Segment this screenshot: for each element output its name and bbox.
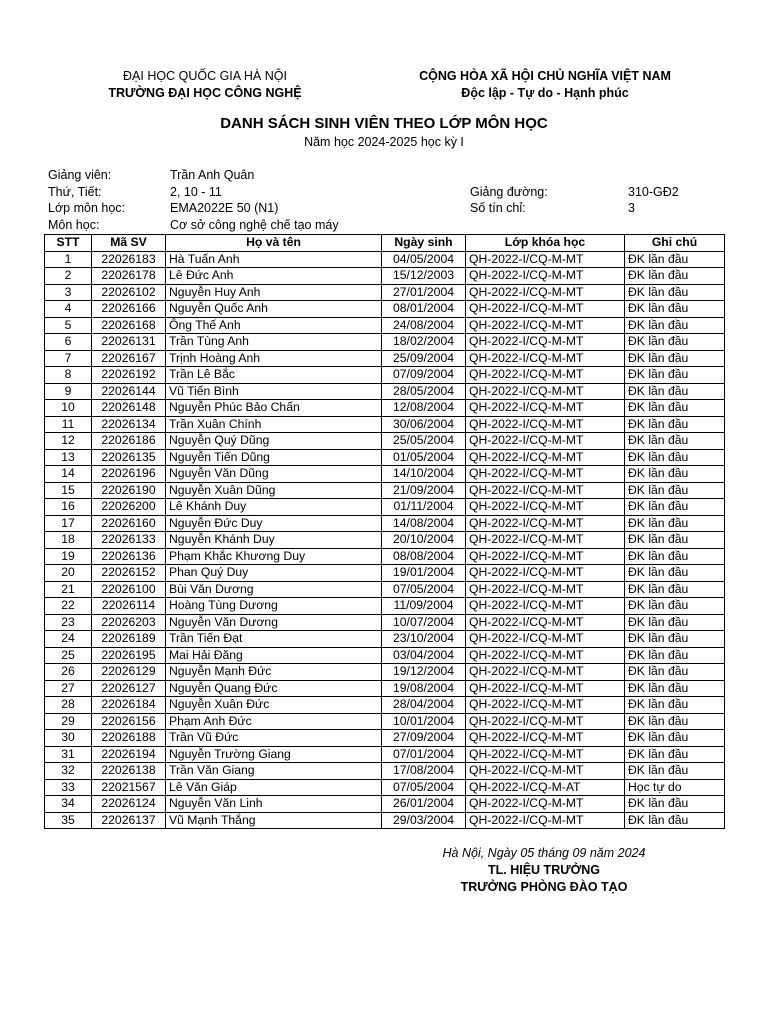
cell-student-id: 22026152 [92, 565, 166, 582]
cell-note: ĐK lần đầu [625, 400, 725, 417]
cell-birth-date: 19/12/2004 [382, 664, 466, 681]
table-row [45, 301, 725, 318]
table-row [45, 631, 725, 648]
cell-student-id: 22026114 [92, 598, 166, 615]
cell-full-name: Lê Đức Anh [166, 268, 382, 285]
cell-student-id: 22026156 [92, 713, 166, 730]
cell-birth-date: 10/01/2004 [382, 713, 466, 730]
cell-course-class: QH-2022-I/CQ-M-MT [466, 301, 625, 318]
cell-course-class: QH-2022-I/CQ-M-MT [466, 680, 625, 697]
cell-birth-date: 19/08/2004 [382, 680, 466, 697]
cell-student-id: 22026166 [92, 301, 166, 318]
cell-full-name: Nguyễn Quý Dũng [166, 433, 382, 450]
table-row [45, 697, 725, 714]
cell-full-name: Nguyễn Khánh Duy [166, 532, 382, 549]
cell-student-id: 22026134 [92, 416, 166, 433]
cell-birth-date: 08/01/2004 [382, 301, 466, 318]
column-header: Họ và tên [166, 235, 382, 252]
column-header: STT [45, 235, 92, 252]
cell-course-class: QH-2022-I/CQ-M-MT [466, 631, 625, 648]
cell-note: ĐK lần đầu [625, 581, 725, 598]
cell-stt: 31 [45, 746, 92, 763]
cell-course-class: QH-2022-I/CQ-M-MT [466, 598, 625, 615]
cell-stt: 4 [45, 301, 92, 318]
cell-stt: 10 [45, 400, 92, 417]
column-header: Mã SV [92, 235, 166, 252]
cell-stt: 21 [45, 581, 92, 598]
cell-stt: 18 [45, 532, 92, 549]
header-university [80, 68, 330, 102]
cell-course-class: QH-2022-I/CQ-M-MT [466, 713, 625, 730]
table-row [45, 598, 725, 615]
signer-office: TRƯỞNG PHÒNG ĐÀO TẠO [460, 880, 628, 894]
cell-course-class: QH-2022-I/CQ-M-MT [466, 251, 625, 268]
cell-course-class: QH-2022-I/CQ-M-MT [466, 268, 625, 285]
table-row [45, 746, 725, 763]
cell-student-id: 22026160 [92, 515, 166, 532]
class-value: EMA2022E 50 (N1) [170, 201, 279, 215]
signer-title: TL. HIỆU TRƯỞNG [488, 863, 600, 877]
cell-full-name: Vũ Mạnh Thắng [166, 812, 382, 829]
table-row [45, 466, 725, 483]
cell-course-class: QH-2022-I/CQ-M-MT [466, 532, 625, 549]
cell-birth-date: 17/08/2004 [382, 763, 466, 780]
cell-note: ĐK lần đầu [625, 697, 725, 714]
cell-student-id: 22026200 [92, 499, 166, 516]
cell-stt: 15 [45, 482, 92, 499]
credits-value: 3 [628, 201, 635, 215]
table-row [45, 515, 725, 532]
cell-course-class: QH-2022-I/CQ-M-MT [466, 400, 625, 417]
column-header: Lớp khóa học [466, 235, 625, 252]
cell-stt: 30 [45, 730, 92, 747]
place-date: Hà Nội, Ngày 05 tháng 09 năm 2024 [442, 846, 646, 860]
cell-note: ĐK lần đầu [625, 449, 725, 466]
cell-note: ĐK lần đầu [625, 680, 725, 697]
cell-note: Học tự do [625, 779, 725, 796]
cell-student-id: 22026186 [92, 433, 166, 450]
cell-note: ĐK lần đầu [625, 548, 725, 565]
cell-stt: 20 [45, 565, 92, 582]
cell-full-name: Nguyễn Trường Giang [166, 746, 382, 763]
cell-stt: 28 [45, 697, 92, 714]
cell-full-name: Nguyễn Mạnh Đức [166, 664, 382, 681]
cell-full-name: Nguyễn Văn Linh [166, 796, 382, 813]
cell-student-id: 22026129 [92, 664, 166, 681]
cell-stt: 3 [45, 284, 92, 301]
cell-stt: 2 [45, 268, 92, 285]
cell-stt: 8 [45, 367, 92, 384]
cell-full-name: Nguyễn Xuân Đức [166, 697, 382, 714]
cell-full-name: Phan Quý Duy [166, 565, 382, 582]
cell-note: ĐK lần đầu [625, 713, 725, 730]
cell-full-name: Nguyễn Xuân Dũng [166, 482, 382, 499]
cell-student-id: 22021567 [92, 779, 166, 796]
cell-course-class: QH-2022-I/CQ-M-MT [466, 317, 625, 334]
cell-course-class: QH-2022-I/CQ-M-MT [466, 697, 625, 714]
cell-student-id: 22026188 [92, 730, 166, 747]
table-row [45, 647, 725, 664]
cell-student-id: 22026203 [92, 614, 166, 631]
student-table [44, 234, 725, 829]
cell-stt: 14 [45, 466, 92, 483]
table-row [45, 565, 725, 582]
lecturer-label: Giảng viên: [48, 168, 112, 182]
cell-student-id: 22026127 [92, 680, 166, 697]
subject-label: Môn học: [48, 217, 100, 232]
cell-stt: 11 [45, 416, 92, 433]
cell-birth-date: 25/05/2004 [382, 433, 466, 450]
cell-note: ĐK lần đầu [625, 664, 725, 681]
cell-note: ĐK lần đầu [625, 367, 725, 384]
cell-note: ĐK lần đầu [625, 812, 725, 829]
document-title: DANH SÁCH SINH VIÊN THEO LỚP MÔN HỌC [220, 115, 548, 132]
cell-student-id: 22026137 [92, 812, 166, 829]
table-header-row [45, 235, 725, 252]
cell-student-id: 22026195 [92, 647, 166, 664]
table-row [45, 779, 725, 796]
cell-note: ĐK lần đầu [625, 284, 725, 301]
cell-full-name: Nguyễn Văn Dũng [166, 466, 382, 483]
cell-course-class: QH-2022-I/CQ-M-MT [466, 482, 625, 499]
table-row [45, 730, 725, 747]
cell-student-id: 22026102 [92, 284, 166, 301]
cell-course-class: QH-2022-I/CQ-M-MT [466, 515, 625, 532]
header-university-name: ĐẠI HỌC QUỐC GIA HÀ NỘI [123, 69, 287, 83]
cell-course-class: QH-2022-I/CQ-M-MT [466, 499, 625, 516]
cell-course-class: QH-2022-I/CQ-M-MT [466, 466, 625, 483]
table-row [45, 482, 725, 499]
cell-course-class: QH-2022-I/CQ-M-MT [466, 581, 625, 598]
cell-full-name: Trần Vũ Đức [166, 730, 382, 747]
lecturer-value: Trần Anh Quân [170, 168, 255, 182]
cell-full-name: Trần Tùng Anh [166, 334, 382, 351]
table-row [45, 284, 725, 301]
room-label: Giảng đường: [470, 184, 548, 199]
cell-birth-date: 14/10/2004 [382, 466, 466, 483]
cell-student-id: 22026178 [92, 268, 166, 285]
cell-birth-date: 07/05/2004 [382, 581, 466, 598]
header-motto: Độc lập - Tự do - Hạnh phúc [461, 86, 629, 100]
cell-note: ĐK lần đầu [625, 317, 725, 334]
cell-student-id: 22026190 [92, 482, 166, 499]
cell-student-id: 22026133 [92, 532, 166, 549]
cell-stt: 24 [45, 631, 92, 648]
cell-birth-date: 15/12/2003 [382, 268, 466, 285]
cell-note: ĐK lần đầu [625, 433, 725, 450]
cell-student-id: 22026189 [92, 631, 166, 648]
cell-full-name: Lê Khánh Duy [166, 499, 382, 516]
table-row [45, 713, 725, 730]
cell-birth-date: 28/05/2004 [382, 383, 466, 400]
cell-course-class: QH-2022-I/CQ-M-MT [466, 449, 625, 466]
cell-stt: 35 [45, 812, 92, 829]
cell-note: ĐK lần đầu [625, 334, 725, 351]
cell-birth-date: 01/11/2004 [382, 499, 466, 516]
table-row [45, 680, 725, 697]
column-header: Ngày sinh [382, 235, 466, 252]
table-row [45, 251, 725, 268]
cell-stt: 1 [45, 251, 92, 268]
cell-note: ĐK lần đầu [625, 301, 725, 318]
room-value: 310-GĐ2 [628, 184, 679, 199]
cell-birth-date: 01/05/2004 [382, 449, 466, 466]
info-labels-right [470, 184, 548, 217]
cell-student-id: 22026138 [92, 763, 166, 780]
cell-full-name: Trần Tiến Đạt [166, 631, 382, 648]
cell-course-class: QH-2022-I/CQ-M-MT [466, 730, 625, 747]
cell-student-id: 22026144 [92, 383, 166, 400]
table-row [45, 548, 725, 565]
cell-full-name: Nguyễn Văn Dương [166, 614, 382, 631]
cell-note: ĐK lần đầu [625, 796, 725, 813]
cell-full-name: Phạm Khắc Khương Duy [166, 548, 382, 565]
cell-course-class: QH-2022-I/CQ-M-MT [466, 284, 625, 301]
cell-note: ĐK lần đầu [625, 631, 725, 648]
header-national [395, 68, 695, 102]
cell-full-name: Lê Văn Giáp [166, 779, 382, 796]
table-row [45, 383, 725, 400]
table-row [45, 416, 725, 433]
cell-course-class: QH-2022-I/CQ-M-MT [466, 746, 625, 763]
cell-birth-date: 18/02/2004 [382, 334, 466, 351]
cell-course-class: QH-2022-I/CQ-M-MT [466, 812, 625, 829]
cell-course-class: QH-2022-I/CQ-M-MT [466, 383, 625, 400]
cell-course-class: QH-2022-I/CQ-M-MT [466, 763, 625, 780]
cell-full-name: Phạm Anh Đức [166, 713, 382, 730]
cell-student-id: 22026184 [92, 697, 166, 714]
cell-full-name: Trịnh Hoàng Anh [166, 350, 382, 367]
cell-note: ĐK lần đầu [625, 268, 725, 285]
info-values-left [170, 167, 339, 233]
cell-stt: 6 [45, 334, 92, 351]
cell-birth-date: 29/03/2004 [382, 812, 466, 829]
cell-student-id: 22026196 [92, 466, 166, 483]
cell-birth-date: 14/08/2004 [382, 515, 466, 532]
cell-note: ĐK lần đầu [625, 746, 725, 763]
cell-note: ĐK lần đầu [625, 482, 725, 499]
table-row [45, 796, 725, 813]
cell-stt: 16 [45, 499, 92, 516]
cell-birth-date: 03/04/2004 [382, 647, 466, 664]
table-row [45, 614, 725, 631]
cell-note: ĐK lần đầu [625, 532, 725, 549]
cell-stt: 7 [45, 350, 92, 367]
cell-student-id: 22026100 [92, 581, 166, 598]
cell-full-name: Vũ Tiến Bình [166, 383, 382, 400]
table-row [45, 664, 725, 681]
table-row [45, 334, 725, 351]
cell-course-class: QH-2022-I/CQ-M-MT [466, 796, 625, 813]
cell-note: ĐK lần đầu [625, 383, 725, 400]
cell-note: ĐK lần đầu [625, 763, 725, 780]
cell-student-id: 22026192 [92, 367, 166, 384]
cell-note: ĐK lần đầu [625, 598, 725, 615]
cell-birth-date: 25/09/2004 [382, 350, 466, 367]
cell-birth-date: 24/08/2004 [382, 317, 466, 334]
cell-stt: 13 [45, 449, 92, 466]
cell-course-class: QH-2022-I/CQ-M-MT [466, 367, 625, 384]
cell-birth-date: 27/01/2004 [382, 284, 466, 301]
info-labels-left [48, 167, 125, 233]
cell-note: ĐK lần đầu [625, 730, 725, 747]
day-label: Thứ, Tiết: [48, 184, 102, 199]
cell-birth-date: 07/09/2004 [382, 367, 466, 384]
table-row [45, 763, 725, 780]
cell-course-class: QH-2022-I/CQ-M-MT [466, 416, 625, 433]
cell-note: ĐK lần đầu [625, 251, 725, 268]
cell-note: ĐK lần đầu [625, 499, 725, 516]
cell-student-id: 22026168 [92, 317, 166, 334]
info-values-right [628, 184, 679, 217]
cell-stt: 12 [45, 433, 92, 450]
cell-stt: 23 [45, 614, 92, 631]
day-value: 2, 10 - 11 [170, 184, 222, 199]
cell-birth-date: 27/09/2004 [382, 730, 466, 747]
cell-note: ĐK lần đầu [625, 350, 725, 367]
cell-course-class: QH-2022-I/CQ-M-MT [466, 334, 625, 351]
header-school-name: TRƯỜNG ĐẠI HỌC CÔNG NGHỆ [108, 86, 302, 100]
cell-student-id: 22026124 [92, 796, 166, 813]
table-row [45, 350, 725, 367]
cell-note: ĐK lần đầu [625, 515, 725, 532]
cell-full-name: Nguyễn Huy Anh [166, 284, 382, 301]
cell-stt: 26 [45, 664, 92, 681]
cell-stt: 9 [45, 383, 92, 400]
cell-student-id: 22026167 [92, 350, 166, 367]
table-row [45, 499, 725, 516]
cell-note: ĐK lần đầu [625, 647, 725, 664]
cell-full-name: Trần Văn Giang [166, 763, 382, 780]
cell-birth-date: 04/05/2004 [382, 251, 466, 268]
table-row [45, 317, 725, 334]
cell-stt: 29 [45, 713, 92, 730]
cell-course-class: QH-2022-I/CQ-M-MT [466, 548, 625, 565]
table-row [45, 581, 725, 598]
cell-stt: 33 [45, 779, 92, 796]
cell-full-name: Hà Tuấn Anh [166, 251, 382, 268]
cell-student-id: 22026194 [92, 746, 166, 763]
cell-course-class: QH-2022-I/CQ-M-MT [466, 565, 625, 582]
cell-full-name: Mai Hải Đăng [166, 647, 382, 664]
cell-birth-date: 07/01/2004 [382, 746, 466, 763]
credits-label: Số tín chỉ: [470, 201, 526, 215]
cell-full-name: Trần Lê Bắc [166, 367, 382, 384]
cell-stt: 34 [45, 796, 92, 813]
cell-course-class: QH-2022-I/CQ-M-AT [466, 779, 625, 796]
cell-birth-date: 20/10/2004 [382, 532, 466, 549]
cell-full-name: Bùi Văn Dương [166, 581, 382, 598]
cell-birth-date: 23/10/2004 [382, 631, 466, 648]
cell-full-name: Hoàng Tùng Dương [166, 598, 382, 615]
cell-course-class: QH-2022-I/CQ-M-MT [466, 614, 625, 631]
header-country-name: CỘNG HÒA XÃ HỘI CHỦ NGHĨA VIỆT NAM [419, 69, 671, 83]
column-header: Ghi chú [625, 235, 725, 252]
table-row [45, 433, 725, 450]
cell-stt: 22 [45, 598, 92, 615]
cell-birth-date: 30/06/2004 [382, 416, 466, 433]
table-row [45, 400, 725, 417]
cell-birth-date: 28/04/2004 [382, 697, 466, 714]
cell-birth-date: 21/09/2004 [382, 482, 466, 499]
cell-student-id: 22026131 [92, 334, 166, 351]
cell-student-id: 22026136 [92, 548, 166, 565]
cell-note: ĐK lần đầu [625, 466, 725, 483]
cell-full-name: Ông Thế Anh [166, 317, 382, 334]
cell-course-class: QH-2022-I/CQ-M-MT [466, 647, 625, 664]
table-row [45, 812, 725, 829]
cell-note: ĐK lần đầu [625, 614, 725, 631]
cell-student-id: 22026148 [92, 400, 166, 417]
cell-full-name: Nguyễn Quốc Anh [166, 301, 382, 318]
cell-note: ĐK lần đầu [625, 416, 725, 433]
cell-full-name: Nguyễn Phúc Bảo Chấn [166, 400, 382, 417]
cell-student-id: 22026183 [92, 251, 166, 268]
subject-value: Cơ sở công nghệ chế tạo máy [170, 217, 339, 232]
table-row [45, 449, 725, 466]
cell-course-class: QH-2022-I/CQ-M-MT [466, 433, 625, 450]
cell-stt: 5 [45, 317, 92, 334]
document-subtitle: Năm học 2024-2025 học kỳ I [304, 135, 464, 149]
cell-birth-date: 10/07/2004 [382, 614, 466, 631]
cell-full-name: Nguyễn Đức Duy [166, 515, 382, 532]
cell-birth-date: 12/08/2004 [382, 400, 466, 417]
table-row [45, 367, 725, 384]
cell-full-name: Trần Xuân Chính [166, 416, 382, 433]
cell-stt: 19 [45, 548, 92, 565]
cell-stt: 32 [45, 763, 92, 780]
cell-course-class: QH-2022-I/CQ-M-MT [466, 664, 625, 681]
table-row [45, 268, 725, 285]
cell-full-name: Nguyễn Tiến Dũng [166, 449, 382, 466]
table-body [45, 251, 725, 829]
cell-birth-date: 07/05/2004 [382, 779, 466, 796]
cell-course-class: QH-2022-I/CQ-M-MT [466, 350, 625, 367]
cell-stt: 27 [45, 680, 92, 697]
cell-note: ĐK lần đầu [625, 565, 725, 582]
cell-student-id: 22026135 [92, 449, 166, 466]
cell-stt: 25 [45, 647, 92, 664]
cell-stt: 17 [45, 515, 92, 532]
cell-birth-date: 08/08/2004 [382, 548, 466, 565]
cell-birth-date: 26/01/2004 [382, 796, 466, 813]
cell-birth-date: 19/01/2004 [382, 565, 466, 582]
cell-birth-date: 11/09/2004 [382, 598, 466, 615]
cell-full-name: Nguyễn Quang Đức [166, 680, 382, 697]
table-row [45, 532, 725, 549]
class-label: Lớp môn học: [48, 201, 125, 215]
